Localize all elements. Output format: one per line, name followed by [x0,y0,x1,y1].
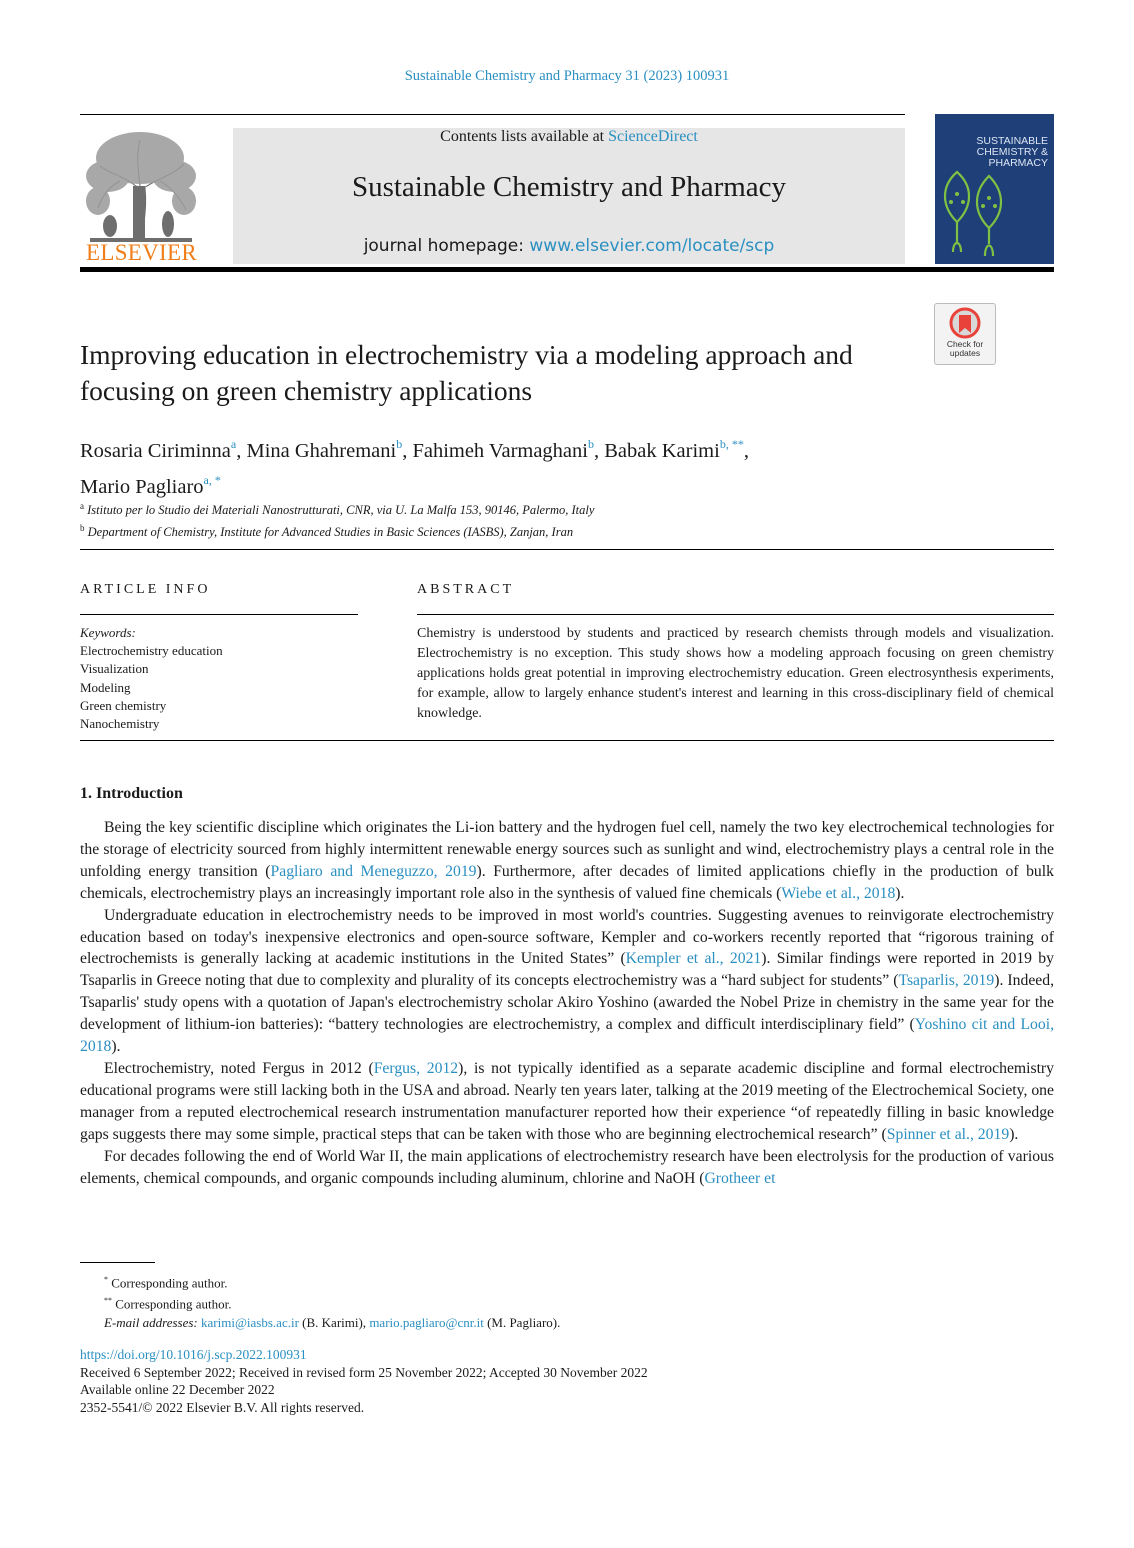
email-label: E-mail addresses: [104,1314,198,1330]
keyword-item: Modeling [80,679,131,695]
contents-prefix: Contents lists available at [440,128,609,145]
footnotes [104,1271,1054,1332]
paragraph [80,905,1054,1058]
cover-title: SUSTAINABLE CHEMISTRY & PHARMACY [976,135,1048,169]
paragraph-text: ). Furthermore, after decades of limited applications chiefly in the production of bulk chemicals, electrochemistry plays an increasingly important role also in the synthesis of valued fine chemicals ( [80,862,1054,902]
paragraph [80,817,1054,905]
check-for-updates-badge[interactable] [934,303,996,365]
elsevier-wordmark: ELSEVIER [86,240,197,265]
citation-link[interactable]: Kempler et al., 2021 [625,950,762,968]
abstract-heading: ABSTRACT [417,582,515,597]
paragraph-text: Undergraduate education in electrochemistry needs to be improved in most world's countries. Suggesting avenues to reinvigorate electrochemistry education based on today's inexpensive electronics and open-source software, Kempler and co-workers recently reported that “rigorous training of electrochemists is generally lacking at academic institutions in the United States” ( [80,906,1054,968]
paragraph-text: Electrochemistry, noted Fergus in 2012 ( [104,1059,374,1077]
author-name: Fahimeh Varmaghani [412,440,588,462]
footnote-rule [80,1262,155,1263]
header-rule [80,114,905,115]
keyword-item: Visualization [80,661,149,677]
paragraph [80,1146,1054,1190]
keyword-item: Green chemistry [80,697,167,713]
citation-link[interactable]: Yoshino cit and Looi, 2018 [80,1016,1054,1056]
paragraph-text: ). [111,1038,121,1056]
citation-link[interactable]: Grotheer et [704,1169,776,1187]
author-name: Mario Pagliaro [80,476,204,498]
paragraph [80,1058,1054,1146]
homepage-line [233,236,905,256]
email-owner: (B. Karimi), [302,1314,367,1330]
introduction-body [80,817,1054,1189]
footnote [104,1271,1054,1292]
affiliation-text: Department of Chemistry, Institute for Advanced Studies in Basic Sciences (IASBS), Zanjan, Iran [87,525,574,540]
paragraph-text: ), is not typically identified as a separate academic discipline and formal electrochemistry educational programs were still lacking both in the USA and abroad. Nearly ten years later, talking at the 2019 meeting of the Electrochemical Society, one manager from a reputed electrochemical research instrumentation manufacturer reported how their experience “of repeatedly filling in basic knowledge gaps suggests there may some simple, practical steps that can be taken with those who are beginning electrochemical research” ( [80,1059,1054,1143]
author-affil-mark[interactable]: b [396,437,403,451]
email-link[interactable]: karimi@iasbs.ac.ir [201,1314,299,1330]
section-heading: 1. Introduction [80,785,183,802]
footnote-text: Corresponding author. [115,1296,232,1312]
footnote [104,1292,1054,1313]
author-affil-mark[interactable]: b, ** [719,437,744,451]
badge-text: Check for updates [946,339,984,358]
article-info-rule [80,614,358,615]
cover-leaf-art [935,114,1054,264]
masthead-thick-rule [80,267,1054,272]
paragraph-text: ). [1009,1125,1019,1143]
keyword-item: Electrochemistry education [80,643,223,659]
author-affil-mark[interactable]: a [230,437,237,451]
paragraph-text: For decades following the end of World War II, the main applications of electrochemistry research have been electrolysis for the production of various elements, chemical compounds, and organic compounds including aluminum, chlorine and NaOH ( [80,1147,1054,1187]
publication-info [80,1346,1054,1416]
author-name: Rosaria Ciriminna [80,440,231,462]
paragraph-text: ). [895,884,905,902]
affiliation-mark: a [80,501,84,511]
journal-reference-link[interactable]: Sustainable Chemistry and Pharmacy 31 (2023) 100931 [404,68,730,84]
author-list: Rosaria Ciriminna$^a$, Mina Ghahremani$^b$, Fahimeh Varmaghani$^b$, Babak Karimi$^{b, **}$, Mario Pagliaro$^{a, *}$ [80,437,749,498]
available-online: Available online 22 December 2022 [80,1382,275,1397]
journal-cover-image[interactable] [935,114,1054,264]
citation-link[interactable]: Tsaparlis, 2019 [898,972,995,990]
footnote-text: Corresponding author. [111,1275,228,1291]
footnote-mark: ** [104,1296,112,1306]
sciencedirect-link[interactable]: ScienceDirect [608,128,698,145]
email-owner: (M. Pagliaro). [487,1314,561,1330]
citation-link[interactable]: Wiebe et al., 2018 [781,884,896,902]
affiliation-item [80,519,980,541]
affiliations [80,497,980,541]
keywords-block [80,624,360,733]
affiliation-mark: b [80,523,85,534]
affiliation-text: Istituto per lo Studio dei Materiali Nanostrutturati, CNR, via U. La Malfa 153, 90146, Palermo, Italy [87,503,595,518]
article-info-heading: ARTICLE INFO [80,582,211,597]
author-affil-mark[interactable]: b [587,437,594,451]
journal-title: Sustainable Chemistry and Pharmacy [351,171,787,203]
citation-link[interactable]: Pagliaro and Meneguzzo, 2019 [270,862,477,880]
keyword-item: Nanochemistry [80,716,160,732]
affiliation-item [80,497,980,519]
journal-masthead [233,128,905,264]
citation-link[interactable]: Fergus, 2012 [373,1059,459,1077]
author-affil-mark[interactable]: a, * [203,473,221,487]
homepage-link[interactable]: www.elsevier.com/locate/scp [529,236,775,256]
article-title: Improving education in electrochemistry via a modeling approach and focusing on green chemistry applications [80,339,853,406]
doi-link[interactable]: https://doi.org/10.1016/j.scp.2022.100931 [80,1347,307,1362]
abstract-rule [417,614,1054,615]
homepage-prefix: journal homepage: [363,236,530,256]
section-rule [80,549,1054,550]
keywords-label: Keywords: [80,625,136,640]
citation-link[interactable]: Spinner et al., 2019 [886,1125,1010,1143]
footnote-mark: * [104,1275,108,1284]
email-line [104,1314,1054,1332]
received-dates: Received 6 September 2022; Received in revised form 25 November 2022; Accepted 30 November 2022 [80,1364,648,1380]
author-name: Babak Karimi [604,440,720,462]
author-name: Mina Ghahremani [246,440,397,462]
copyright: 2352-5541/© 2022 Elsevier B.V. All rights reserved. [80,1399,365,1415]
contents-line [233,128,905,146]
paragraph-text: Being the key scientific discipline which originates the Li-ion battery and the hydrogen fuel cell, namely the two key electrochemical technologies for the storage of electricity sourced from highly intermittent renewable energy sources such as sunlight and wind, electrochemistry plays a central role in the unfolding energy transition ( [80,819,1054,880]
paragraph-text: ). Indeed, Tsaparlis' study opens with a quotation of Japan's electrochemistry scholar Akiro Yoshino (awarded the Nobel Prize in chemistry in the same year for the development of lithium-ion batteries): “battery technologies are electrochemistry, a complex and difficult interdisciplinary field” ( [80,972,1055,1034]
bookmark-icon [935,306,995,342]
email-link[interactable]: mario.pagliaro@cnr.it [369,1314,484,1330]
paragraph-text: ). Similar findings were reported in 2019 by Tsaparlis in Greece noting that due to complexity and plurality of its concepts electrochemistry was a “hard subject for students” ( [80,950,1054,990]
abstract-text: Chemistry is understood by students and practiced by research chemists through models and visualization. Electrochemistry is no exception. This study shows how a modeling approach focusing on green chemistry applications holds great potential in improving electrochemistry education. Green electrosynthesis experiments, for example, allow to largely enhance student's interest and learning in this cross-disciplinary field of chemical knowledge. [417,626,1054,721]
section-rule [80,740,1054,741]
